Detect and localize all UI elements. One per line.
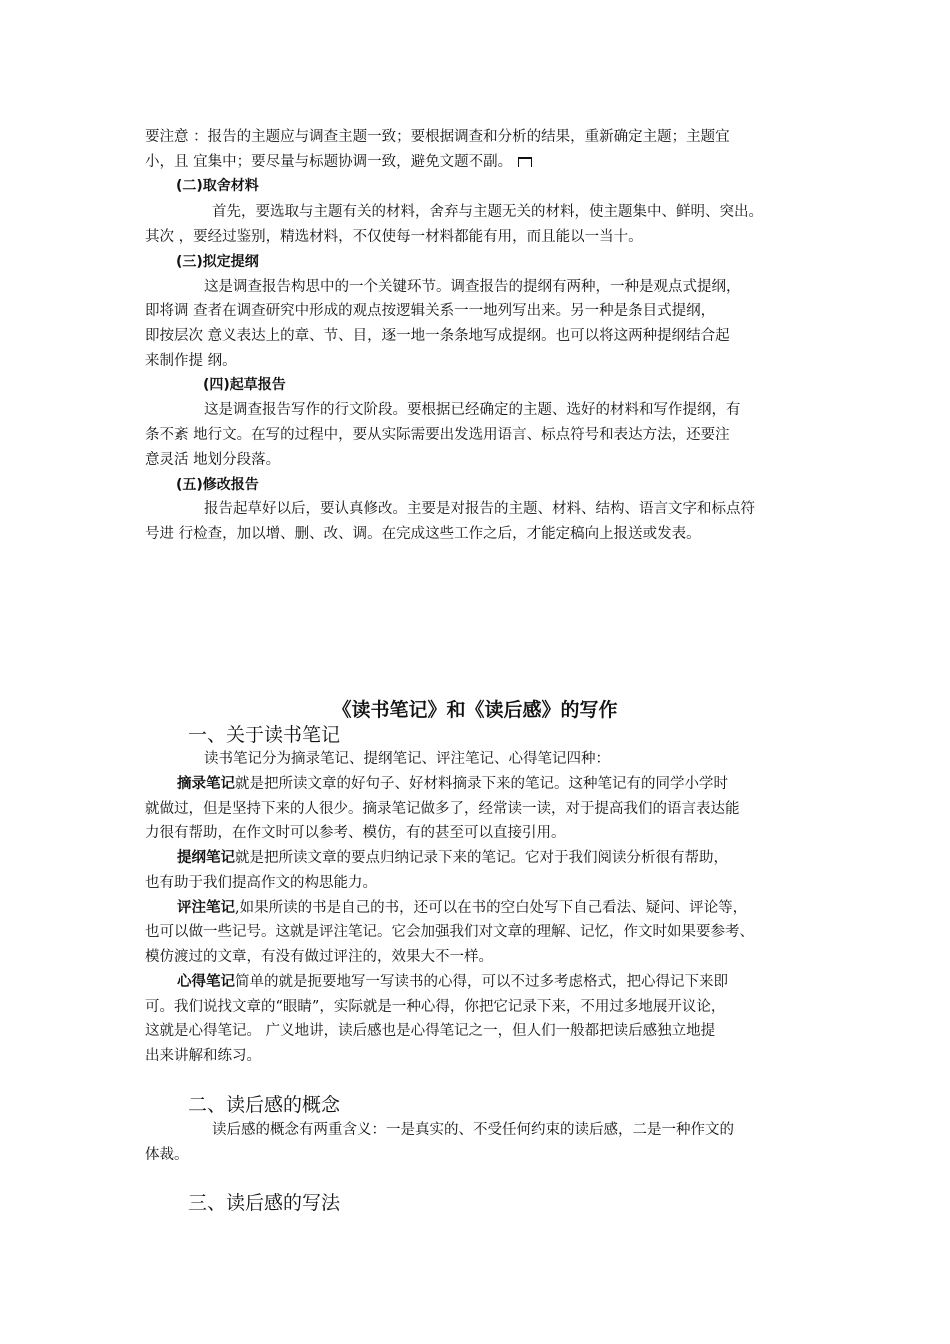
paragraph-line: 读书笔记分为摘录笔记、提纲笔记、评注笔记、心得笔记四种： xyxy=(204,751,610,767)
term-label: 摘录笔记 xyxy=(177,776,235,792)
paragraph-line xyxy=(177,848,728,868)
paragraph-line: 可。我们说找文章的“眼睛”，实际就是一种心得，你把它记录下来，不用过多地展开议论， xyxy=(145,999,726,1015)
paragraph-line: 即将调 查者在调查研究中形成的观点按逻辑关系一一地列写出来。另一种是条目式提纲， xyxy=(145,303,716,319)
paragraph-line: 即按层次 意义表达上的章、节、目，逐一地一条条地写成提纲。也可以将这两种提纲结合起 xyxy=(145,328,730,344)
paragraph-text: 就是把所读文章的好句子、好材料摘录下来的笔记。这种笔记有的同学小学时 xyxy=(235,776,728,792)
revision-mark-icon xyxy=(518,157,532,167)
paragraph-text: 就是把所读文章的要点归纳记录下来的笔记。它对于我们阅读分析很有帮助， xyxy=(235,850,728,866)
paragraph-line: 出来讲解和练习。 xyxy=(145,1048,261,1064)
paragraph-line: 这是调查报告写作的行文阶段。要根据已经确定的主题、选好的材料和写作提纲，有 xyxy=(204,402,741,418)
paragraph-line: 这是调查报告构思中的一个关键环节。调查报告的提纲有两种，一种是观点式提纲， xyxy=(204,279,741,295)
paragraph-line: 来制作提 纲。 xyxy=(145,353,237,369)
paragraph-line: 也可以做一些记号。这就是评注笔记。它会加强我们对文章的理解、记忆，作文时如果要参考、 xyxy=(145,924,754,940)
section-heading: (四)起草报告 xyxy=(203,377,286,393)
paragraph-line: 就做过，但是坚持下来的人很少。摘录笔记做多了，经常读一读，对于提高我们的语言表达能 xyxy=(145,801,740,817)
paragraph-line xyxy=(177,774,728,794)
paragraph-line: 条不紊 地行文。在写的过程中，要从实际需要出发选用语言、标点符号和表达方法，还要注 xyxy=(145,427,730,443)
paragraph-line: 读后感的概念有两重含义：一是真实的、不受任何约束的读后感，二是一种作文的 xyxy=(212,1122,734,1138)
paragraph-line xyxy=(145,152,532,172)
paragraph-line: 其次 ，要经过鉴别，精选材料，不仅使每一材料都能有用，而且能以一当十。 xyxy=(145,229,643,245)
section-heading: (二)取舍材料 xyxy=(176,178,259,194)
paragraph-line: 这就是心得笔记。 广义地讲，读后感也是心得笔记之一，但人们一般都把读后感独立地提 xyxy=(145,1023,716,1039)
paragraph-text: 小，且 宜集中；要尽量与标题协调一致，避免文题不副。 xyxy=(145,154,513,170)
term-label: 评注笔记 xyxy=(177,900,235,916)
section-heading: 三、读后感的写法 xyxy=(188,1192,341,1214)
paragraph-line xyxy=(177,972,728,992)
paragraph-text: ,如果所读的书是自己的书，还可以在书的空白处写下自己看法、疑问、评论等， xyxy=(235,900,748,916)
paragraph-line xyxy=(177,898,747,918)
section-heading: (五)修改报告 xyxy=(176,477,259,493)
paragraph-line: 力很有帮助，在作文时可以参考、模仿，有的甚至可以直接引用。 xyxy=(145,825,566,841)
paragraph-line: 意灵活 地划分段落。 xyxy=(145,452,281,468)
term-label: 提纲笔记 xyxy=(177,850,235,866)
paragraph-line: 也有助于我们提高作文的构思能力。 xyxy=(145,875,377,891)
paragraph-line: 要注意 ：报告的主题应与调查主题一致；要根据调查和分析的结果，重新确定主题；主题宜 xyxy=(145,129,730,145)
paragraph-line: 模仿渡过的文章，有没有做过评注的，效果大不一样。 xyxy=(145,949,493,965)
paragraph-line: 体裁。 xyxy=(145,1147,189,1163)
paragraph-line: 首先，要选取与主题有关的材料，舍弃与主题无关的材料，使主题集中、鲜明、突出。 xyxy=(212,204,763,220)
paragraph-line: 报告起草好以后，要认真修改。主要是对报告的主题、材料、结构、语言文字和标点符 xyxy=(204,501,755,517)
section-heading: (三)拟定提纲 xyxy=(176,254,259,270)
paragraph-text: 简单的就是扼要地写一写读书的心得，可以不过多考虑格式，把心得记下来即 xyxy=(235,974,728,990)
paragraph-line: 号进 行检查，加以增、删、改、调。在完成这些工作之后，才能定稿向上报送或发表。 xyxy=(145,526,701,542)
page-title: 《读书笔记》和《读后感》的写作 xyxy=(332,699,618,721)
term-label: 心得笔记 xyxy=(177,974,235,990)
section-heading: 一、关于读书笔记 xyxy=(188,724,341,746)
section-heading: 二、读后感的概念 xyxy=(188,1094,341,1116)
